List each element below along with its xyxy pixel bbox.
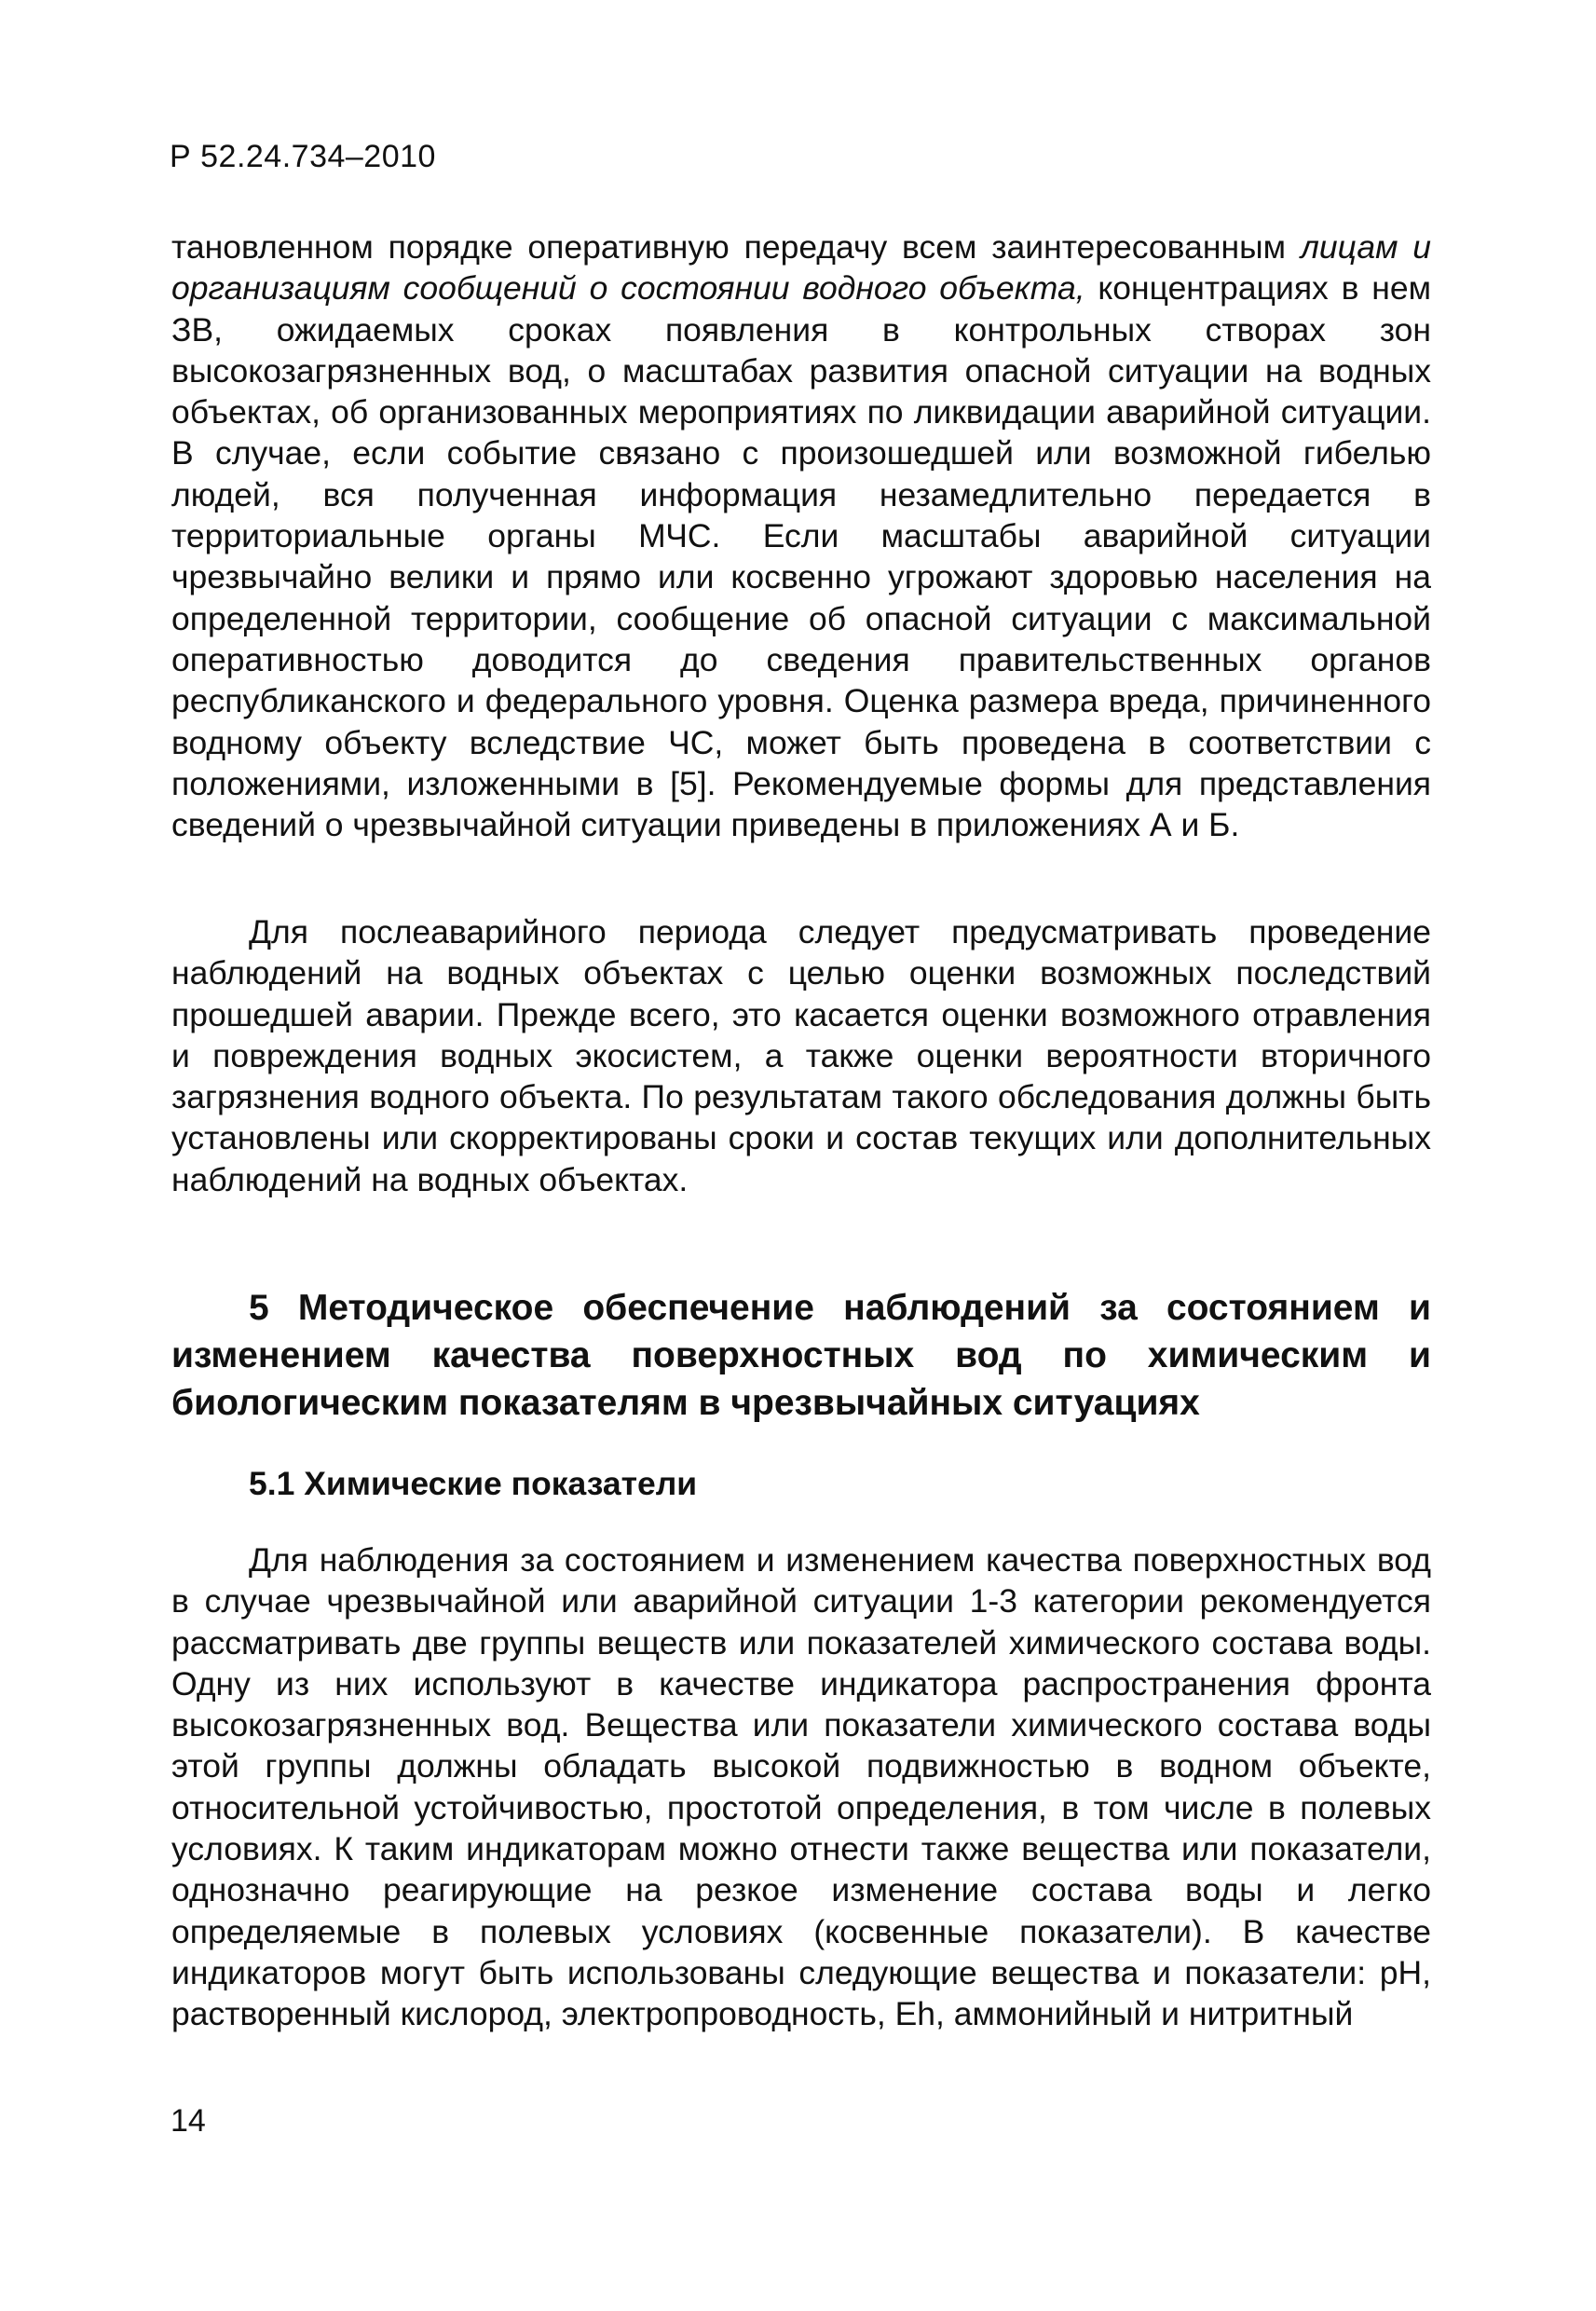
section-heading: 5 Методическое обеспечение наблюдений за состоянием и изменением качества поверхностных вод по химическим и биологическим показателям в чрезвычайных ситуациях [171,1288,1431,1423]
paragraph-notification [171,226,1431,845]
page-number: 14 [171,2103,206,2139]
paragraph-notification-italic: лицам и организациям сообщений о состоянии водного объекта, [171,228,1431,308]
paragraph-chemical-indicators: Для наблюдения за состоянием и изменением качества поверхностных вод в случае чрезвычайной или аварийной ситуации 1-3 категории рекомендуется рассматривать две группы веществ или показателей химического состава воды. Одну из них используют в качестве индикатора распространения фронта высокозагрязненных вод. Вещества или показатели химического состава воды этой группы должны обладать высокой подвижностью в водном объекте, относительной устойчивостью, простотой определения, в том числе в полевых условиях. К таким индикаторам можно отнести также вещества или показатели, однозначно реагирующие на резкое изменение состава воды и легко определяемые в полевых условиях (косвенные показатели). В качестве индикаторов могут быть использованы следующие вещества и показатели: pH, растворенный кислород, электропроводность, Eh, аммонийный и нитритный [171,1541,1431,2033]
paragraph-notification-rest: концентрациях в нем ЗВ, ожидаемых сроках появления в контрольных створах зон высокозагрязненных вод, о масштабах развития опасной ситуации на водных объектах, об организованных мероприятиях по ликвидации аварийной ситуации. В случае, если событие связано с произошедшей или возможной гибелью людей, вся полученная информация незамедлительно передается в территориальные органы МЧС. Если масштабы аварийной ситуации чрезвычайно велики и прямо или косвенно угрожают здоровью населения на определенной территории, сообщение об опасной ситуации с максимальной оперативностью доводится до сведения правительственных органов республиканского и федерального уровня. Оценка размера вреда, причиненного водному объекту вследствие ЧС, может быть проведена в соответствии с положениями, изложенными в [5]. Рекомендуемые формы для представления сведений о чрезвычайной ситуации приведены в приложениях А и Б. [171,269,1431,844]
subsection-heading: 5.1 Химические показатели [249,1465,698,1502]
paragraph-notification-lead: тановленном порядке оперативную передачу всем заинтересованным [171,228,1301,266]
paragraph-post-accident: Для послеаварийного периода следует предусматривать проведение наблюдений на водных объектах с целью оценки возможных последствий прошедшей аварии. Прежде всего, это касается оценки возможного отравления и повреждения водных экосистем, а также оценки вероятности вторичного загрязнения водного объекта. По результатам такого обследования должны быть установлены или скорректированы сроки и состав текущих или дополнительных наблюдений на водных объектах. [171,913,1431,1198]
document-code-header: Р 52.24.734–2010 [170,139,436,174]
